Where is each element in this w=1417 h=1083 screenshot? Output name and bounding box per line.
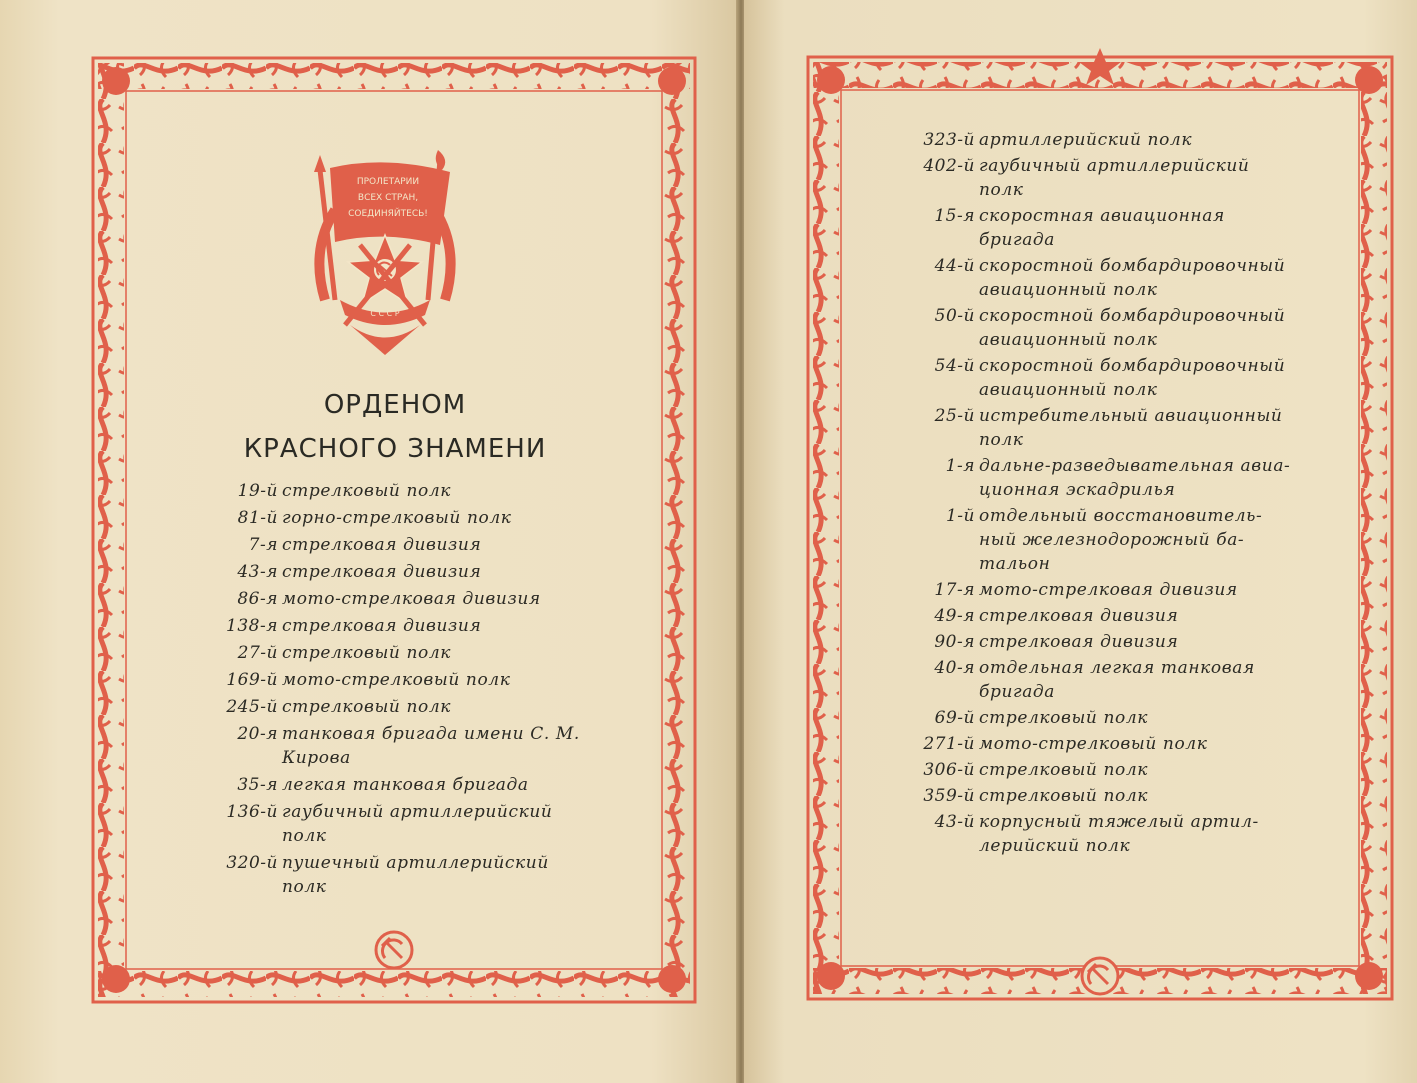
left-awards-list [200, 479, 600, 902]
unit-description [979, 128, 1295, 152]
banner-text-line3: СОЕДИНЯЙТЕСЬ! [348, 209, 428, 219]
unit-description-line: гаубичный артиллерийский [979, 156, 1250, 176]
award-entry [885, 578, 1295, 602]
order-emblem [290, 150, 480, 360]
unit-description-line: стрелковый полк [282, 643, 452, 663]
unit-number: 25-й [934, 406, 975, 426]
unit-description-line: стрелковый полк [282, 697, 452, 717]
award-entry [200, 668, 600, 692]
unit-number: 44-й [934, 256, 975, 276]
unit-number: 54-й [934, 356, 975, 376]
unit-number: 306-й [923, 760, 975, 780]
unit-description [282, 668, 600, 692]
banner-text-line1: ПРОЛЕТАРИИ [356, 177, 420, 187]
banner-text-line2: ВСЕХ СТРАН, [357, 193, 419, 203]
unit-number: 169-й [226, 670, 278, 690]
unit-description [282, 800, 600, 848]
unit-description [282, 641, 600, 665]
unit-description [979, 504, 1295, 576]
unit-description [979, 578, 1295, 602]
unit-description-line: стрелковая дивизия [979, 632, 1179, 652]
award-entry [885, 758, 1295, 782]
award-entry [200, 641, 600, 665]
unit-description-line: стрелковая дивизия [979, 606, 1179, 626]
award-entry [200, 479, 600, 503]
unit-description [979, 630, 1295, 654]
award-entry [885, 504, 1295, 576]
unit-description-line: мото-стрелковый полк [979, 734, 1208, 754]
unit-description-line: Кирова [282, 748, 351, 768]
unit-description-line: стрелковая дивизия [282, 535, 482, 555]
unit-description-line: отдельная легкая танковая [979, 658, 1255, 678]
hammer-sickle-icon [1082, 958, 1118, 994]
unit-number: 359-й [923, 786, 975, 806]
unit-description-line: стрелковая дивизия [282, 616, 482, 636]
unit-description [282, 773, 600, 797]
unit-number: 19-й [237, 481, 278, 501]
unit-number: 136-й [226, 802, 278, 822]
award-entry [200, 773, 600, 797]
award-entry [200, 560, 600, 584]
unit-description-line: скоростной бомбардировочный [979, 256, 1286, 276]
unit-description-line: мото-стрелковая дивизия [282, 589, 541, 609]
unit-number: 81-й [237, 508, 278, 528]
unit-description [282, 506, 600, 530]
award-entry [200, 614, 600, 638]
unit-number: 86-я [237, 589, 278, 609]
award-entry [885, 128, 1295, 152]
unit-description [282, 479, 600, 503]
unit-description [979, 604, 1295, 628]
unit-description-line: полк [979, 180, 1024, 200]
unit-description-line: ционная эскадрилья [979, 480, 1176, 500]
unit-description [979, 706, 1295, 730]
unit-description-line: истребительный авиационный [979, 406, 1283, 426]
unit-number: 323-й [923, 130, 975, 150]
unit-description-line: авиационный полк [979, 280, 1158, 300]
unit-description-line: лерийский полк [979, 836, 1131, 856]
unit-description [979, 454, 1295, 502]
award-entry [200, 851, 600, 899]
unit-description-line: тальон [979, 554, 1051, 574]
unit-description-line: мото-стрелковый полк [282, 670, 511, 690]
award-entry [885, 706, 1295, 730]
unit-number: 35-я [237, 775, 278, 795]
unit-description [282, 614, 600, 638]
unit-description-line: гаубичный артиллерийский [282, 802, 553, 822]
unit-description-line: авиационный полк [979, 330, 1158, 350]
unit-number: 1-я [945, 456, 975, 476]
unit-number: 138-я [226, 616, 278, 636]
award-entry [885, 784, 1295, 808]
award-entry [885, 354, 1295, 402]
unit-description-line: скоростной бомбардировочный [979, 356, 1286, 376]
unit-description-line: скоростная авиационная [979, 206, 1225, 226]
unit-description [282, 695, 600, 719]
unit-description [282, 587, 600, 611]
unit-number: 1-й [945, 506, 975, 526]
unit-description [979, 354, 1295, 402]
unit-description-line: пушечный артиллерийский [282, 853, 549, 873]
unit-number: 7-я [248, 535, 278, 555]
award-entry [200, 533, 600, 557]
unit-description [282, 533, 600, 557]
right-awards-list [885, 128, 1295, 860]
unit-number: 50-й [934, 306, 975, 326]
unit-description [979, 758, 1295, 782]
award-entry [885, 656, 1295, 704]
unit-description-line: полк [282, 877, 327, 897]
unit-description-line: стрелковый полк [979, 786, 1149, 806]
unit-description-line: артиллерийский полк [979, 130, 1193, 150]
award-entry [200, 695, 600, 719]
hammer-sickle-icon [376, 932, 412, 968]
award-entry [885, 732, 1295, 756]
title-line-2: КРАСНОГО ЗНАМЕНИ [243, 434, 547, 464]
unit-number: 27-й [237, 643, 278, 663]
unit-number: 49-я [934, 606, 975, 626]
award-entry [200, 506, 600, 530]
unit-description-line: дальне-разведывательная авиа- [979, 456, 1291, 476]
unit-description [979, 254, 1295, 302]
page-title [200, 388, 590, 468]
unit-description-line: бригада [979, 682, 1056, 702]
unit-description-line: мото-стрелковая дивизия [979, 580, 1238, 600]
unit-description-line: авиационный полк [979, 380, 1158, 400]
unit-description-line: стрелковый полк [979, 760, 1149, 780]
unit-number: 15-я [934, 206, 975, 226]
award-entry [885, 630, 1295, 654]
award-entry [885, 810, 1295, 858]
award-entry [885, 404, 1295, 452]
unit-description [979, 732, 1295, 756]
unit-description-line: ный железнодорожный ба- [979, 530, 1245, 550]
unit-number: 40-я [934, 658, 975, 678]
unit-description [979, 304, 1295, 352]
unit-description [282, 851, 600, 899]
award-entry [885, 254, 1295, 302]
unit-description [979, 784, 1295, 808]
unit-description [979, 154, 1295, 202]
unit-description-line: легкая танковая бригада [282, 775, 529, 795]
unit-number: 43-й [934, 812, 975, 832]
ussr-ring-text: С С С Р [370, 309, 400, 318]
unit-number: 320-й [226, 853, 278, 873]
award-entry [200, 587, 600, 611]
unit-description-line: отдельный восстановитель- [979, 506, 1263, 526]
award-entry [200, 800, 600, 848]
unit-description-line: скоростной бомбардировочный [979, 306, 1286, 326]
unit-description-line: полк [979, 430, 1024, 450]
unit-description [282, 560, 600, 584]
award-entry [200, 722, 600, 770]
unit-description [979, 404, 1295, 452]
award-entry [885, 454, 1295, 502]
unit-description-line: полк [282, 826, 327, 846]
unit-number: 245-й [226, 697, 278, 717]
unit-description-line: стрелковая дивизия [282, 562, 482, 582]
unit-description-line: бригада [979, 230, 1056, 250]
title-line-1: ОРДЕНОМ [323, 390, 467, 420]
unit-number: 17-я [934, 580, 975, 600]
award-entry [885, 154, 1295, 202]
unit-number: 402-й [923, 156, 975, 176]
award-entry [885, 204, 1295, 252]
unit-number: 271-й [923, 734, 975, 754]
award-entry [885, 604, 1295, 628]
unit-number: 90-я [934, 632, 975, 652]
unit-description-line: стрелковый полк [282, 481, 452, 501]
unit-description [979, 656, 1295, 704]
unit-description-line: стрелковый полк [979, 708, 1149, 728]
unit-description-line: танковая бригада имени С. М. [282, 724, 580, 744]
unit-number: 43-я [237, 562, 278, 582]
unit-number: 20-я [237, 724, 278, 744]
unit-description [979, 204, 1295, 252]
unit-description [282, 722, 600, 770]
unit-description-line: горно-стрелковый полк [282, 508, 512, 528]
award-entry [885, 304, 1295, 352]
unit-description [979, 810, 1295, 858]
unit-number: 69-й [934, 708, 975, 728]
unit-description-line: корпусный тяжелый артил- [979, 812, 1259, 832]
